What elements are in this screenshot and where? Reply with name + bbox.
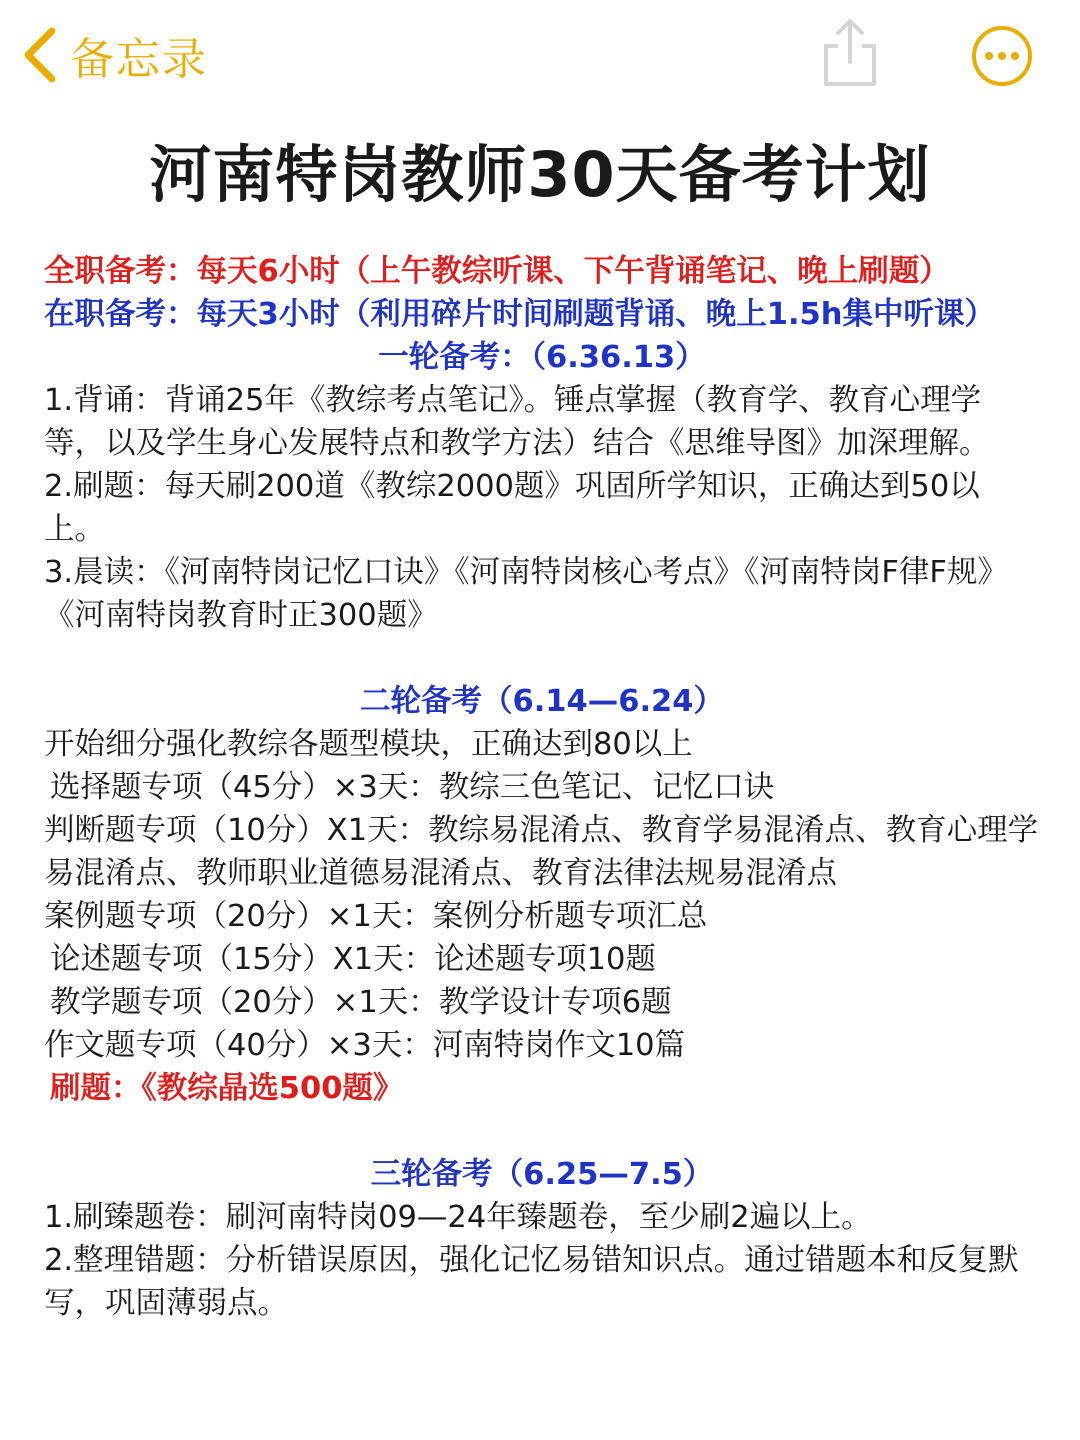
spacer	[44, 637, 1040, 680]
share-icon	[818, 16, 882, 88]
round3-heading: 三轮备考（6.25—7.5）	[370, 1157, 714, 1192]
round1-item1: 1.背诵：背诵25年《教综考点笔记》。锤点掌握（教育学、教育心理学等，以及学生身心发展特点和教学方法）结合《思维导图》加深理解。	[44, 383, 990, 461]
spacer	[44, 1110, 1040, 1153]
round2-composition: 作文题专项（40分）×3天：河南特岗作文10篇	[44, 1028, 686, 1063]
parttime-plan: 在职备考：每天3小时（利用碎片时间刷题背诵、晚上1.5h集中听课）	[44, 297, 995, 332]
fulltime-plan: 全职备考：每天6小时（上午教综听课、下午背诵笔记、晚上刷题）	[44, 254, 950, 289]
note-body[interactable]	[44, 250, 1040, 1325]
round2-choice: 选择题专项（45分）×3天：教综三色笔记、记忆口诀	[50, 770, 775, 805]
title-area	[0, 130, 1080, 220]
more-options-button[interactable]	[970, 24, 1034, 88]
round1-heading: 一轮备考：（6.36.13）	[378, 340, 706, 375]
round2-essay: 论述题专项（15分）X1天：论述题专项10题	[50, 942, 656, 977]
round2-heading: 二轮备考（6.14—6.24）	[359, 684, 724, 719]
navigation-bar	[0, 0, 1080, 110]
round2-practice: 刷题：《教综晶选500题》	[50, 1071, 404, 1106]
more-icon	[970, 24, 1034, 88]
chevron-left-icon	[22, 27, 58, 83]
back-label: 备忘录	[70, 34, 208, 85]
back-button[interactable]	[22, 20, 208, 90]
round1-item3: 3.晨读：《河南特岗记忆口诀》《河南特岗核心考点》《河南特岗F律F规》《河南特岗教育时正300题》	[44, 555, 1008, 633]
round3-item2: 2.整理错题：分析错误原因，强化记忆易错知识点。通过错题本和反复默写，巩固薄弱点。	[44, 1243, 1019, 1321]
round1-item2: 2.刷题：每天刷200道《教综2000题》巩固所学知识，正确达到50以上。	[44, 469, 980, 547]
note-title	[131, 130, 948, 220]
round2-case: 案例题专项（20分）×1天：案例分析题专项汇总	[44, 899, 708, 934]
round2-judge: 判断题专项（10分）X1天：教综易混淆点、教育学易混淆点、教育心理学易混淆点、教师职业道德易混淆点、教育法律法规易混淆点	[44, 813, 1039, 891]
round2-intro: 开始细分强化教综各题型模块，正确达到80以上	[44, 727, 693, 762]
share-button[interactable]	[818, 16, 882, 88]
round2-teaching: 教学题专项（20分）×1天：教学设计专项6题	[50, 985, 672, 1020]
note-title-text: 河南特岗教师30天备考计划	[149, 138, 931, 211]
round3-item1: 1.刷臻题卷：刷河南特岗09—24年臻题卷，至少刷2遍以上。	[44, 1200, 872, 1235]
